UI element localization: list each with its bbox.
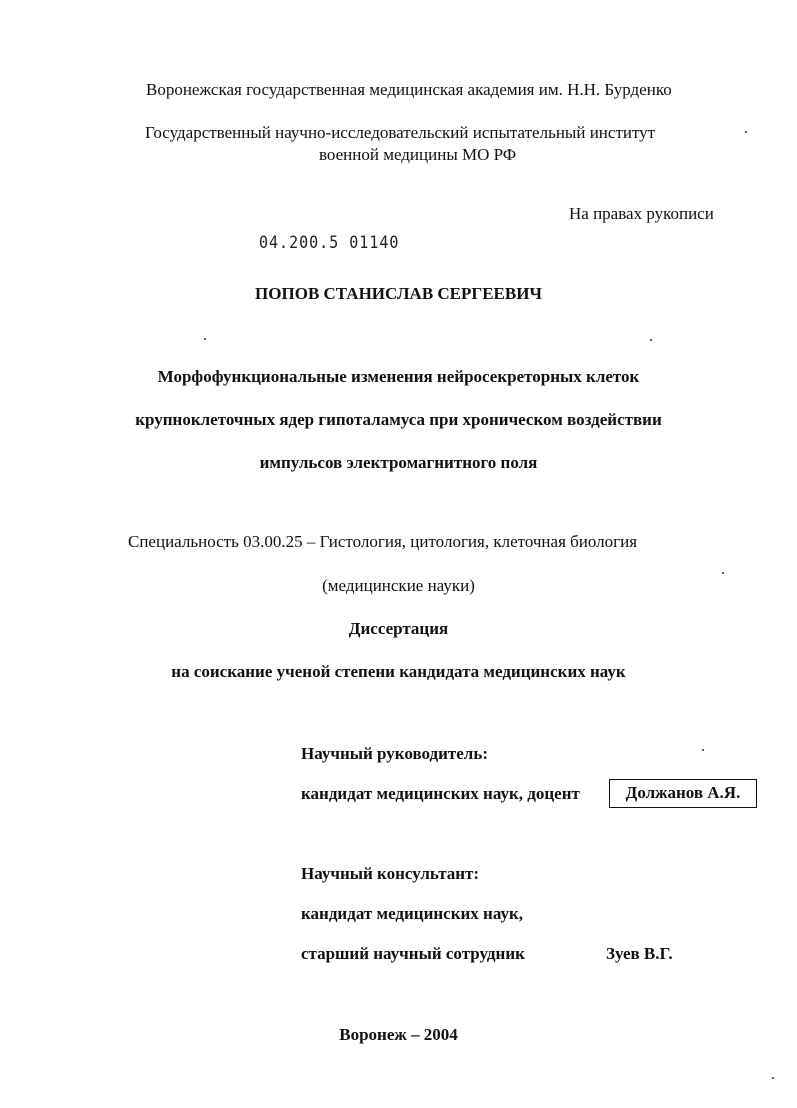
registration-stamp: 04.200.5 01140 bbox=[259, 232, 400, 253]
specialty-line: Специальность 03.00.25 – Гистология, цитология, клеточная биология bbox=[128, 532, 638, 551]
institute-name-line2: военной медицины МО РФ bbox=[319, 145, 517, 164]
dissertation-title-line2: крупноклеточных ядер гипоталамуса при хроническом воздействии bbox=[135, 410, 662, 429]
consultant-title-line2: старший научный сотрудник bbox=[301, 944, 525, 963]
academy-name: Воронежская государственная медицинская академия им. Н.Н. Бурденко bbox=[146, 80, 672, 99]
scan-speck bbox=[745, 131, 747, 133]
supervisor-name-box: Должанов А.Я. bbox=[609, 779, 757, 808]
dissertation-title-line3: импульсов электромагнитного поля bbox=[259, 453, 538, 472]
specialty-field: (медицинские науки) bbox=[322, 576, 475, 595]
dissertation-title-line1: Морфофункциональные изменения нейросекреторных клеток bbox=[157, 367, 640, 386]
institute-name-line1: Государственный научно-исследовательский испытательный институт bbox=[145, 123, 656, 142]
supervisor-title: кандидат медицинских наук, доцент bbox=[301, 784, 580, 803]
consultant-heading: Научный консультант: bbox=[301, 864, 480, 883]
degree-line: на соискание ученой степени кандидата медицинских наук bbox=[171, 662, 626, 681]
scan-speck bbox=[772, 1077, 774, 1079]
consultant-name: Зуев В.Г. bbox=[606, 944, 673, 963]
author-name: ПОПОВ СТАНИСЛАВ СЕРГЕЕВИЧ bbox=[255, 284, 542, 303]
consultant-title-line1: кандидат медицинских наук, bbox=[301, 904, 524, 923]
supervisor-heading: Научный руководитель: bbox=[301, 744, 488, 763]
place-year: Воронеж – 2004 bbox=[339, 1025, 458, 1044]
scan-speck bbox=[722, 572, 724, 574]
scan-speck bbox=[204, 338, 206, 340]
scan-speck bbox=[702, 749, 704, 751]
document-type: Диссертация bbox=[348, 619, 449, 638]
scan-speck bbox=[650, 339, 652, 341]
manuscript-rights: На правах рукописи bbox=[569, 204, 714, 223]
